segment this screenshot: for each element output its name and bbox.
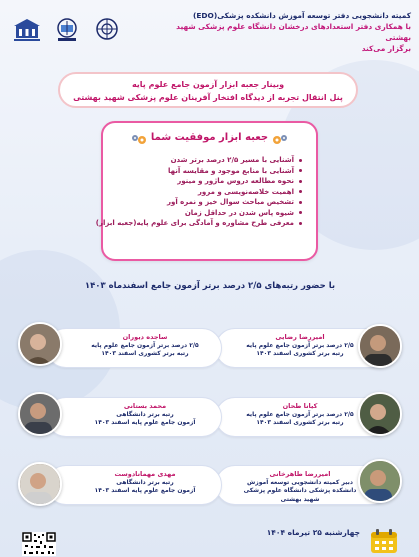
- speaker-name: کیانا طحان: [282, 402, 318, 410]
- header-line-1: کمیته دانشجویی دفتر توسعه آموزش دانشکده پزشکی(EDO): [192, 11, 411, 20]
- calendar-icon: [370, 528, 398, 554]
- toolbox-card: [95, 121, 318, 261]
- speaker-info: [240, 402, 360, 428]
- speaker-card: [46, 328, 222, 368]
- speaker-photo: [18, 322, 62, 366]
- header: [10, 10, 411, 60]
- speaker-rank: ۲/۵ درصد برتر آزمون جامع علوم پایه: [91, 341, 199, 349]
- speaker-name: محمد بستانی: [123, 402, 167, 410]
- speaker-rank: دبیر کمیته دانشجویی توسعه آموزش: [246, 478, 354, 486]
- speaker-card: [46, 465, 222, 505]
- speaker-rank: رتبه برتر دانشگاهی: [116, 478, 174, 486]
- university-logo: [90, 16, 124, 44]
- list-item: اهمیت خلاصه‌نویسی و مرور: [110, 187, 302, 198]
- event-date: چهارشنبه ۲۵ تیرماه ۱۴۰۴: [266, 528, 360, 537]
- list-item: آشنایی با منابع موجود و مقایسه آنها: [110, 166, 302, 177]
- speaker-photo: [18, 462, 62, 506]
- speaker-rank: ۲/۵ درصد برتر آزمون جامع علوم پایه: [246, 410, 354, 418]
- speaker-photo: [358, 392, 402, 436]
- header-line-2: با همکاری دفتر استعدادهای درخشان دانشگاه علوم پزشکی شهید بهشتی: [176, 22, 411, 42]
- list-item: شیوه پاس شدن در حداقل زمان: [110, 208, 302, 219]
- gear-icon: [131, 131, 147, 150]
- speaker-rank: ۲/۵ درصد برتر آزمون جامع علوم پایه: [246, 341, 354, 349]
- speaker-photo: [358, 459, 402, 503]
- toolbox-title: جعبه ابزار موفقیت شما: [150, 132, 269, 143]
- list-item: آشنایی با مسیر ۲/۵ درصد برتر شدن: [110, 155, 302, 166]
- list-item: معرفی طرح مشاوره و آمادگی برای علوم پایه(جعبه ابزار): [110, 218, 302, 229]
- webinar-banner: [58, 72, 358, 108]
- list-item: تشخیص مباحث سوال خیز و نمره آور: [110, 197, 302, 208]
- edo-logo: [10, 16, 44, 44]
- speaker-card: [46, 397, 222, 437]
- speaker-name: امیررضا طاهرخانی: [269, 470, 331, 478]
- speaker-detail: رتبه برتر کشوری اسفند ۱۴۰۳: [256, 419, 344, 427]
- speaker-detail: دانشکده پزشکی دانشگاه علوم پزشکی شهید بهشتی: [243, 487, 357, 503]
- speaker-info: [85, 470, 205, 496]
- qr-code: [22, 532, 56, 556]
- speaker-rank: رتبه برتر دانشگاهی: [116, 410, 174, 418]
- speaker-info: [240, 470, 360, 504]
- header-text: [161, 10, 411, 54]
- speaker-detail: رتبه برتر کشوری اسفند ۱۴۰۳: [101, 350, 189, 358]
- speaker-detail: رتبه برتر کشوری اسفند ۱۴۰۳: [256, 350, 344, 358]
- speaker-photo: [358, 324, 402, 368]
- toolbox-list: [95, 155, 302, 229]
- webinar-title: وبینار جعبه ابزار آزمون جامع علوم پایه: [131, 80, 285, 89]
- webinar-subtitle: پنل انتقال تجربه از دیدگاه افتخار آفرینان علوم پزشکی شهید بهشتی: [73, 93, 343, 102]
- list-item: نحوه مطالعه دروس ماژور و مینور: [110, 176, 302, 187]
- speaker-info: [240, 333, 360, 359]
- speaker-name: امیررضا رضایی: [275, 333, 325, 341]
- header-line-3: برگزار می‌کند: [361, 44, 411, 53]
- logo-group: [10, 16, 124, 44]
- speaker-info: [85, 333, 205, 359]
- speaker-detail: آزمون جامع علوم پایه اسفند ۱۴۰۳: [94, 419, 196, 427]
- speaker-detail: آزمون جامع علوم پایه اسفند ۱۴۰۳: [94, 487, 196, 495]
- speaker-photo: [18, 392, 62, 436]
- speaker-info: [85, 402, 205, 428]
- presence-text: با حضور رتبه‌های ۲/۵ درصد برتر آزمون جامع اسفند‌ماه ۱۴۰۳: [84, 281, 336, 291]
- speaker-name: مهدی مهمانادوست: [114, 470, 176, 478]
- speaker-name: ساجده دیوران: [122, 333, 168, 341]
- medical-school-logo: [50, 16, 84, 44]
